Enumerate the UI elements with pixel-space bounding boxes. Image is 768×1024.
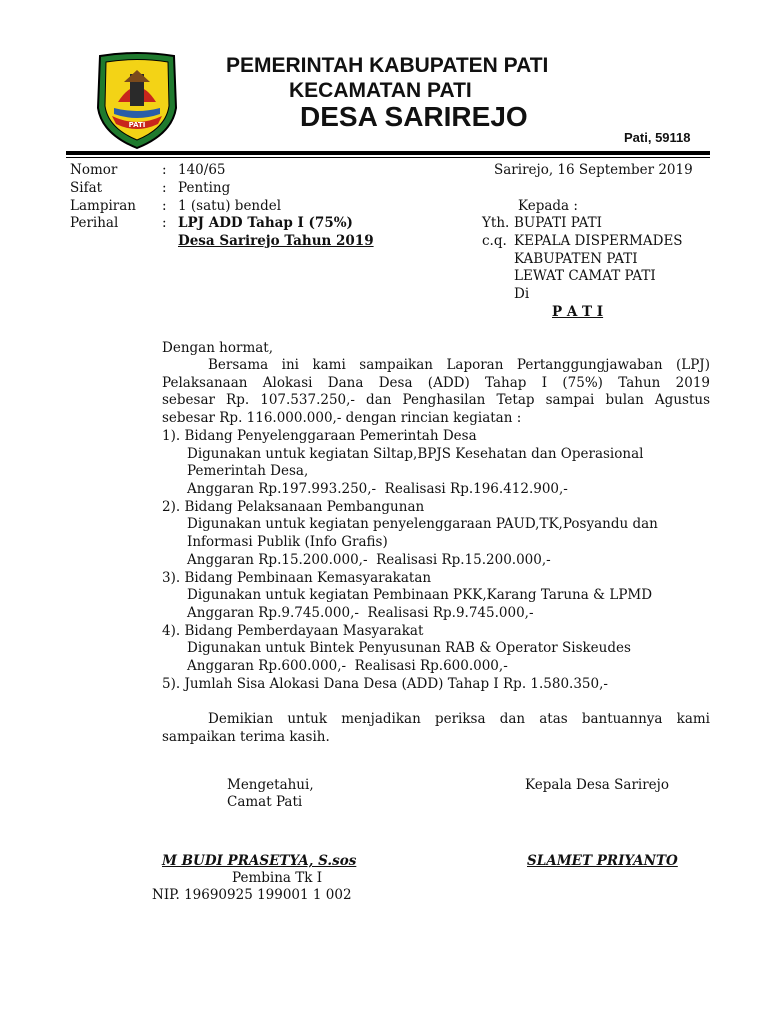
recipient-yth: Yth. [482, 215, 510, 231]
item-2-desc-2: Informasi Publik (Info Grafis) [187, 534, 388, 550]
item-4-desc-1: Digunakan untuk Bintek Penyusunan RAB & Operator Siskeudes [187, 640, 631, 656]
recipient-di: Di [514, 286, 530, 302]
item-4-budget: Anggaran Rp.600.000,- Realisasi Rp.600.000,- [187, 658, 508, 674]
item-1-title: 1). Bidang Penyelenggaraan Pemerintah Desa [162, 428, 477, 444]
sifat-value: Penting [178, 180, 231, 196]
recipient-kepada: Kepada : [518, 198, 578, 214]
item-5-title: 5). Jumlah Sisa Alokasi Dana Desa (ADD) Tahap I Rp. 1.580.350,- [162, 676, 608, 692]
item-1-desc-2: Pemerintah Desa, [187, 463, 309, 479]
signature-right-title: Kepala Desa Sarirejo [525, 777, 669, 793]
perihal-value-1: LPJ ADD Tahap I (75%) [178, 215, 353, 231]
signature-right-name: SLAMET PRIYANTO [527, 853, 678, 869]
perihal-value-2: Desa Sarirejo Tahun 2019 [178, 233, 374, 249]
paragraph-1-line-1: Bersama ini kami sampaikan Laporan Pertanggungjawaban (LPJ) [208, 357, 710, 373]
lampiran-value: 1 (satu) bendel [178, 198, 282, 214]
letterhead-government: PEMERINTAH KABUPATEN PATI [226, 54, 549, 77]
nomor-value: 140/65 [178, 162, 226, 178]
postal-code: Pati, 59118 [624, 130, 691, 145]
item-2-title: 2). Bidang Pelaksanaan Pembangunan [162, 499, 425, 515]
item-1-budget: Anggaran Rp.197.993.250,- Realisasi Rp.196.412.900,- [187, 481, 568, 497]
paragraph-1-line-2: Pelaksanaan Alokasi Dana Desa (ADD) Tahap I (75%) Tahun 2019 [162, 375, 710, 391]
item-3-budget: Anggaran Rp.9.745.000,- Realisasi Rp.9.745.000,- [187, 605, 534, 621]
lampiran-colon: : [162, 198, 167, 214]
item-3-title: 3). Bidang Pembinaan Kemasyarakatan [162, 570, 432, 586]
signature-left-nip: NIP. 19690925 199001 1 002 [152, 887, 352, 903]
regency-coat-of-arms-logo [92, 52, 182, 150]
letter-date: Sarirejo, 16 September 2019 [494, 162, 693, 178]
signature-left-name: M BUDI PRASETYA, S.sos [162, 853, 357, 869]
recipient-line-4: LEWAT CAMAT PATI [514, 268, 656, 284]
recipient-city: P A T I [552, 304, 604, 320]
recipient-line-3: KABUPATEN PATI [514, 251, 638, 267]
nomor-label: Nomor [70, 162, 118, 178]
signature-left-rank: Pembina Tk I [232, 870, 323, 886]
perihal-colon: : [162, 215, 167, 231]
closing-line-1: Demikian untuk menjadikan periksa dan atas bantuannya kami [208, 711, 710, 727]
item-1-desc-1: Digunakan untuk kegiatan Siltap,BPJS Kesehatan dan Operasional [187, 446, 644, 462]
item-3-desc-1: Digunakan untuk kegiatan Pembinaan PKK,Karang Taruna & LPMD [187, 587, 653, 603]
perihal-label: Perihal [70, 215, 119, 231]
item-2-budget: Anggaran Rp.15.200.000,- Realisasi Rp.15.200.000,- [187, 552, 551, 568]
sifat-colon: : [162, 180, 167, 196]
signature-left-acknowledged: Mengetahui, [227, 777, 314, 793]
sifat-label: Sifat [70, 180, 103, 196]
item-2-desc-1: Digunakan untuk kegiatan penyelenggaraan PAUD,TK,Posyandu dan [187, 516, 658, 532]
logo-text: PATI [128, 121, 146, 129]
recipient-cq: c.q. [482, 233, 507, 249]
letterhead-rule-thick [66, 151, 710, 155]
paragraph-1-line-3: sebesar Rp. 107.537.250,- dan Penghasilan Tetap sampai bulan Agustus [162, 392, 710, 408]
closing-line-2: sampaikan terima kasih. [162, 729, 330, 745]
recipient-line-2: KEPALA DISPERMADES [514, 233, 683, 249]
paragraph-1-line-4: sebesar Rp. 116.000.000,- dengan rincian kegiatan : [162, 410, 522, 426]
letterhead-village: DESA SARIREJO [300, 101, 528, 132]
nomor-colon: : [162, 162, 167, 178]
greeting: Dengan hormat, [162, 340, 274, 356]
lampiran-label: Lampiran [70, 198, 136, 214]
recipient-line-1: BUPATI PATI [514, 215, 602, 231]
signature-left-title: Camat Pati [227, 794, 303, 810]
letterhead-district: KECAMATAN PATI [289, 79, 472, 102]
letterhead-rule-thin [66, 157, 710, 158]
item-4-title: 4). Bidang Pemberdayaan Masyarakat [162, 623, 424, 639]
